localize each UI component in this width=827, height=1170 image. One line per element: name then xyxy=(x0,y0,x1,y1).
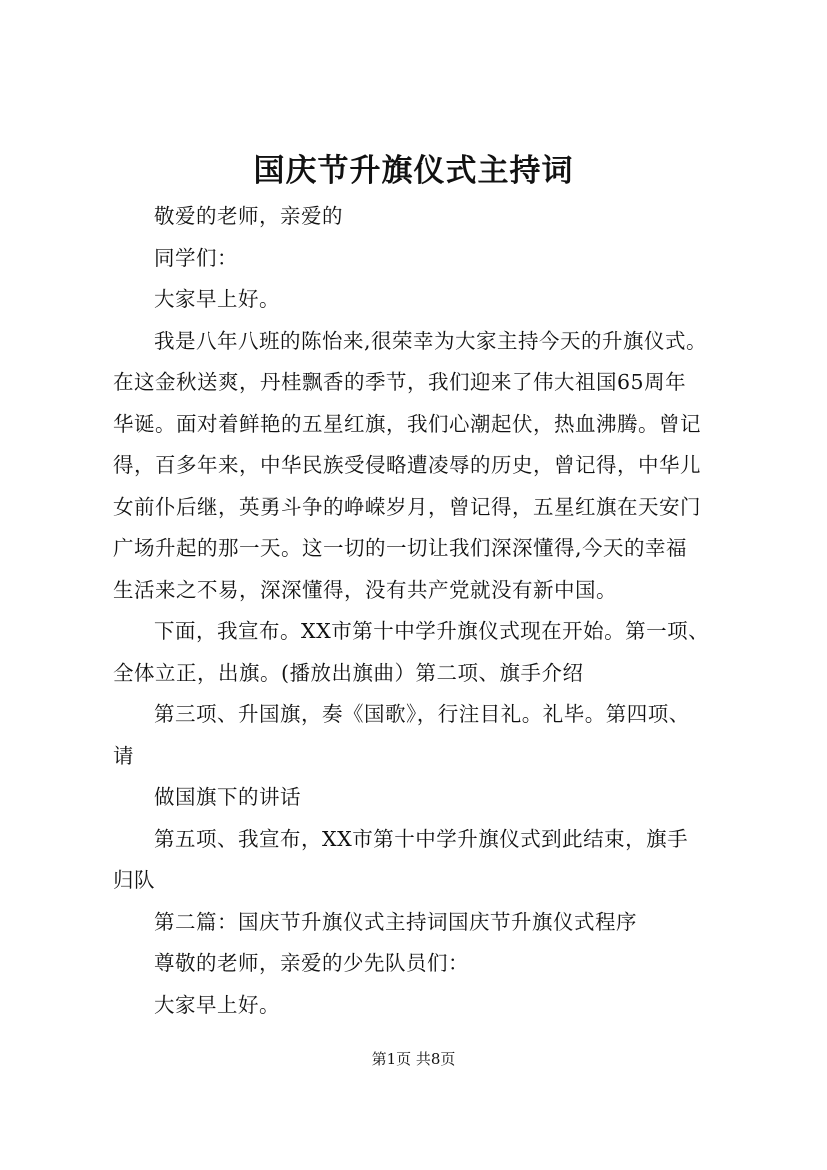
paragraph-line: 得，百多年来，中华民族受侵略遭凌辱的历史，曾记得，中华儿 xyxy=(113,453,701,477)
paragraph-line: 第二篇：国庆节升旗仪式主持词国庆节升旗仪式程序 xyxy=(154,909,637,934)
paragraph-line: 生活来之不易，深深懂得，没有共产党就没有新中国。 xyxy=(113,577,617,602)
paragraph-line: 尊敬的老师，亲爱的少先队员们： xyxy=(154,951,469,975)
paragraph-line: 大家早上好。 xyxy=(154,992,280,1017)
paragraph-line: 在这金秋送爽，丹桂飘香的季节，我们迎来了伟大祖国65周年 xyxy=(113,370,687,394)
paragraph-line: 同学们： xyxy=(154,245,238,270)
paragraph-line: 归队 xyxy=(113,868,155,892)
paragraph-line: 下面，我宣布。XX市第十中学升旗仪式现在开始。第一项、 xyxy=(154,619,710,643)
paragraph-line: 第五项、我宣布，XX市第十中学升旗仪式到此结束，旗手 xyxy=(154,826,689,851)
paragraph-line: 广场升起的那一天。这一切的一切让我们深深懂得,今天的幸福 xyxy=(113,536,688,560)
paragraph-line: 女前仆后继，英勇斗争的峥嵘岁月，曾记得，五星红旗在天安门 xyxy=(113,494,701,519)
paragraph-line: 华诞。面对着鲜艳的五星红旗，我们心潮起伏，热血沸腾。曾记 xyxy=(113,411,701,436)
page-number-footer: 第1页 共8页 xyxy=(371,1050,456,1068)
paragraph-line: 请 xyxy=(113,743,134,768)
paragraph-line: 做国旗下的讲话 xyxy=(154,785,301,809)
paragraph-line: 我是八年八班的陈怡来,很荣幸为大家主持今天的升旗仪式。 xyxy=(154,328,708,353)
paragraph-line: 全体立正，出旗。(播放出旗曲）第二项、旗手介绍 xyxy=(113,660,584,685)
paragraph-line: 敬爱的老师，亲爱的 xyxy=(154,204,343,228)
document-title: 国庆节升旗仪式主持词 xyxy=(253,153,574,189)
paragraph-line: 大家早上好。 xyxy=(154,287,280,311)
paragraph-line: 第三项、升国旗，奏《国歌》，行注目礼。礼毕。第四项、 xyxy=(154,702,690,726)
document-body xyxy=(113,196,743,1026)
